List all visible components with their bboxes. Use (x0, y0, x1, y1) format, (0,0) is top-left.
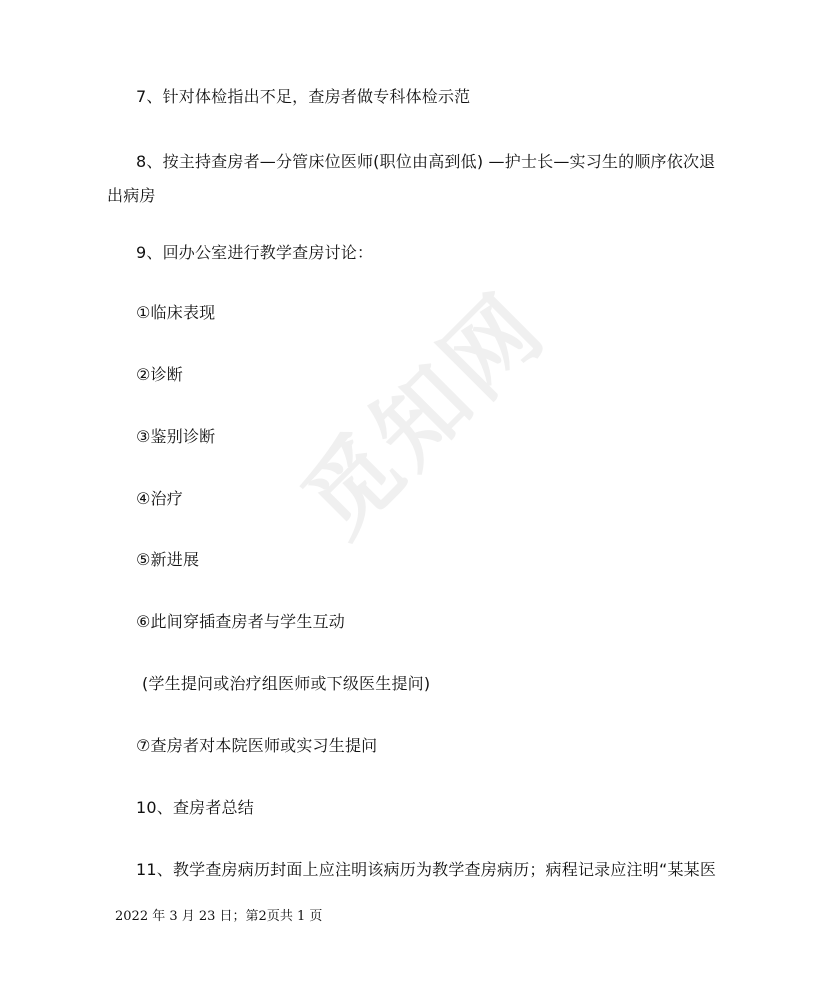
list-item: ⑥此间穿插查房者与学生互动 (136, 612, 345, 631)
text-line: 11、教学查房病历封面上应注明该病历为教学查房病历；病程记录应注明“某某医 (136, 860, 717, 879)
text-line: 10、查房者总结 (136, 798, 254, 817)
text-line: (学生提问或治疗组医师或下级医生提问) (142, 674, 431, 693)
page-footer: 2022 年 3 月 23 日；第2页共 1 页 (115, 909, 323, 924)
list-item: ②诊断 (136, 365, 183, 384)
list-item: ③鉴别诊断 (136, 427, 216, 446)
list-item: ①临床表现 (136, 303, 216, 322)
text-line: 8、按主持查房者—分管床位医师(职位由高到低) —护士长—实习生的顺序依次退 (136, 152, 716, 171)
text-line: 9、回办公室进行教学查房讨论： (136, 243, 374, 262)
list-item: ④治疗 (136, 489, 183, 508)
list-item: ⑤新进展 (136, 550, 200, 569)
list-item: ⑦查房者对本院医师或实习生提问 (136, 736, 378, 755)
text-line: 7、针对体检指出不足，查房者做专科体检示范 (136, 87, 471, 106)
watermark: 觅知网 (282, 272, 567, 557)
text-line: 出病房 (107, 186, 156, 205)
